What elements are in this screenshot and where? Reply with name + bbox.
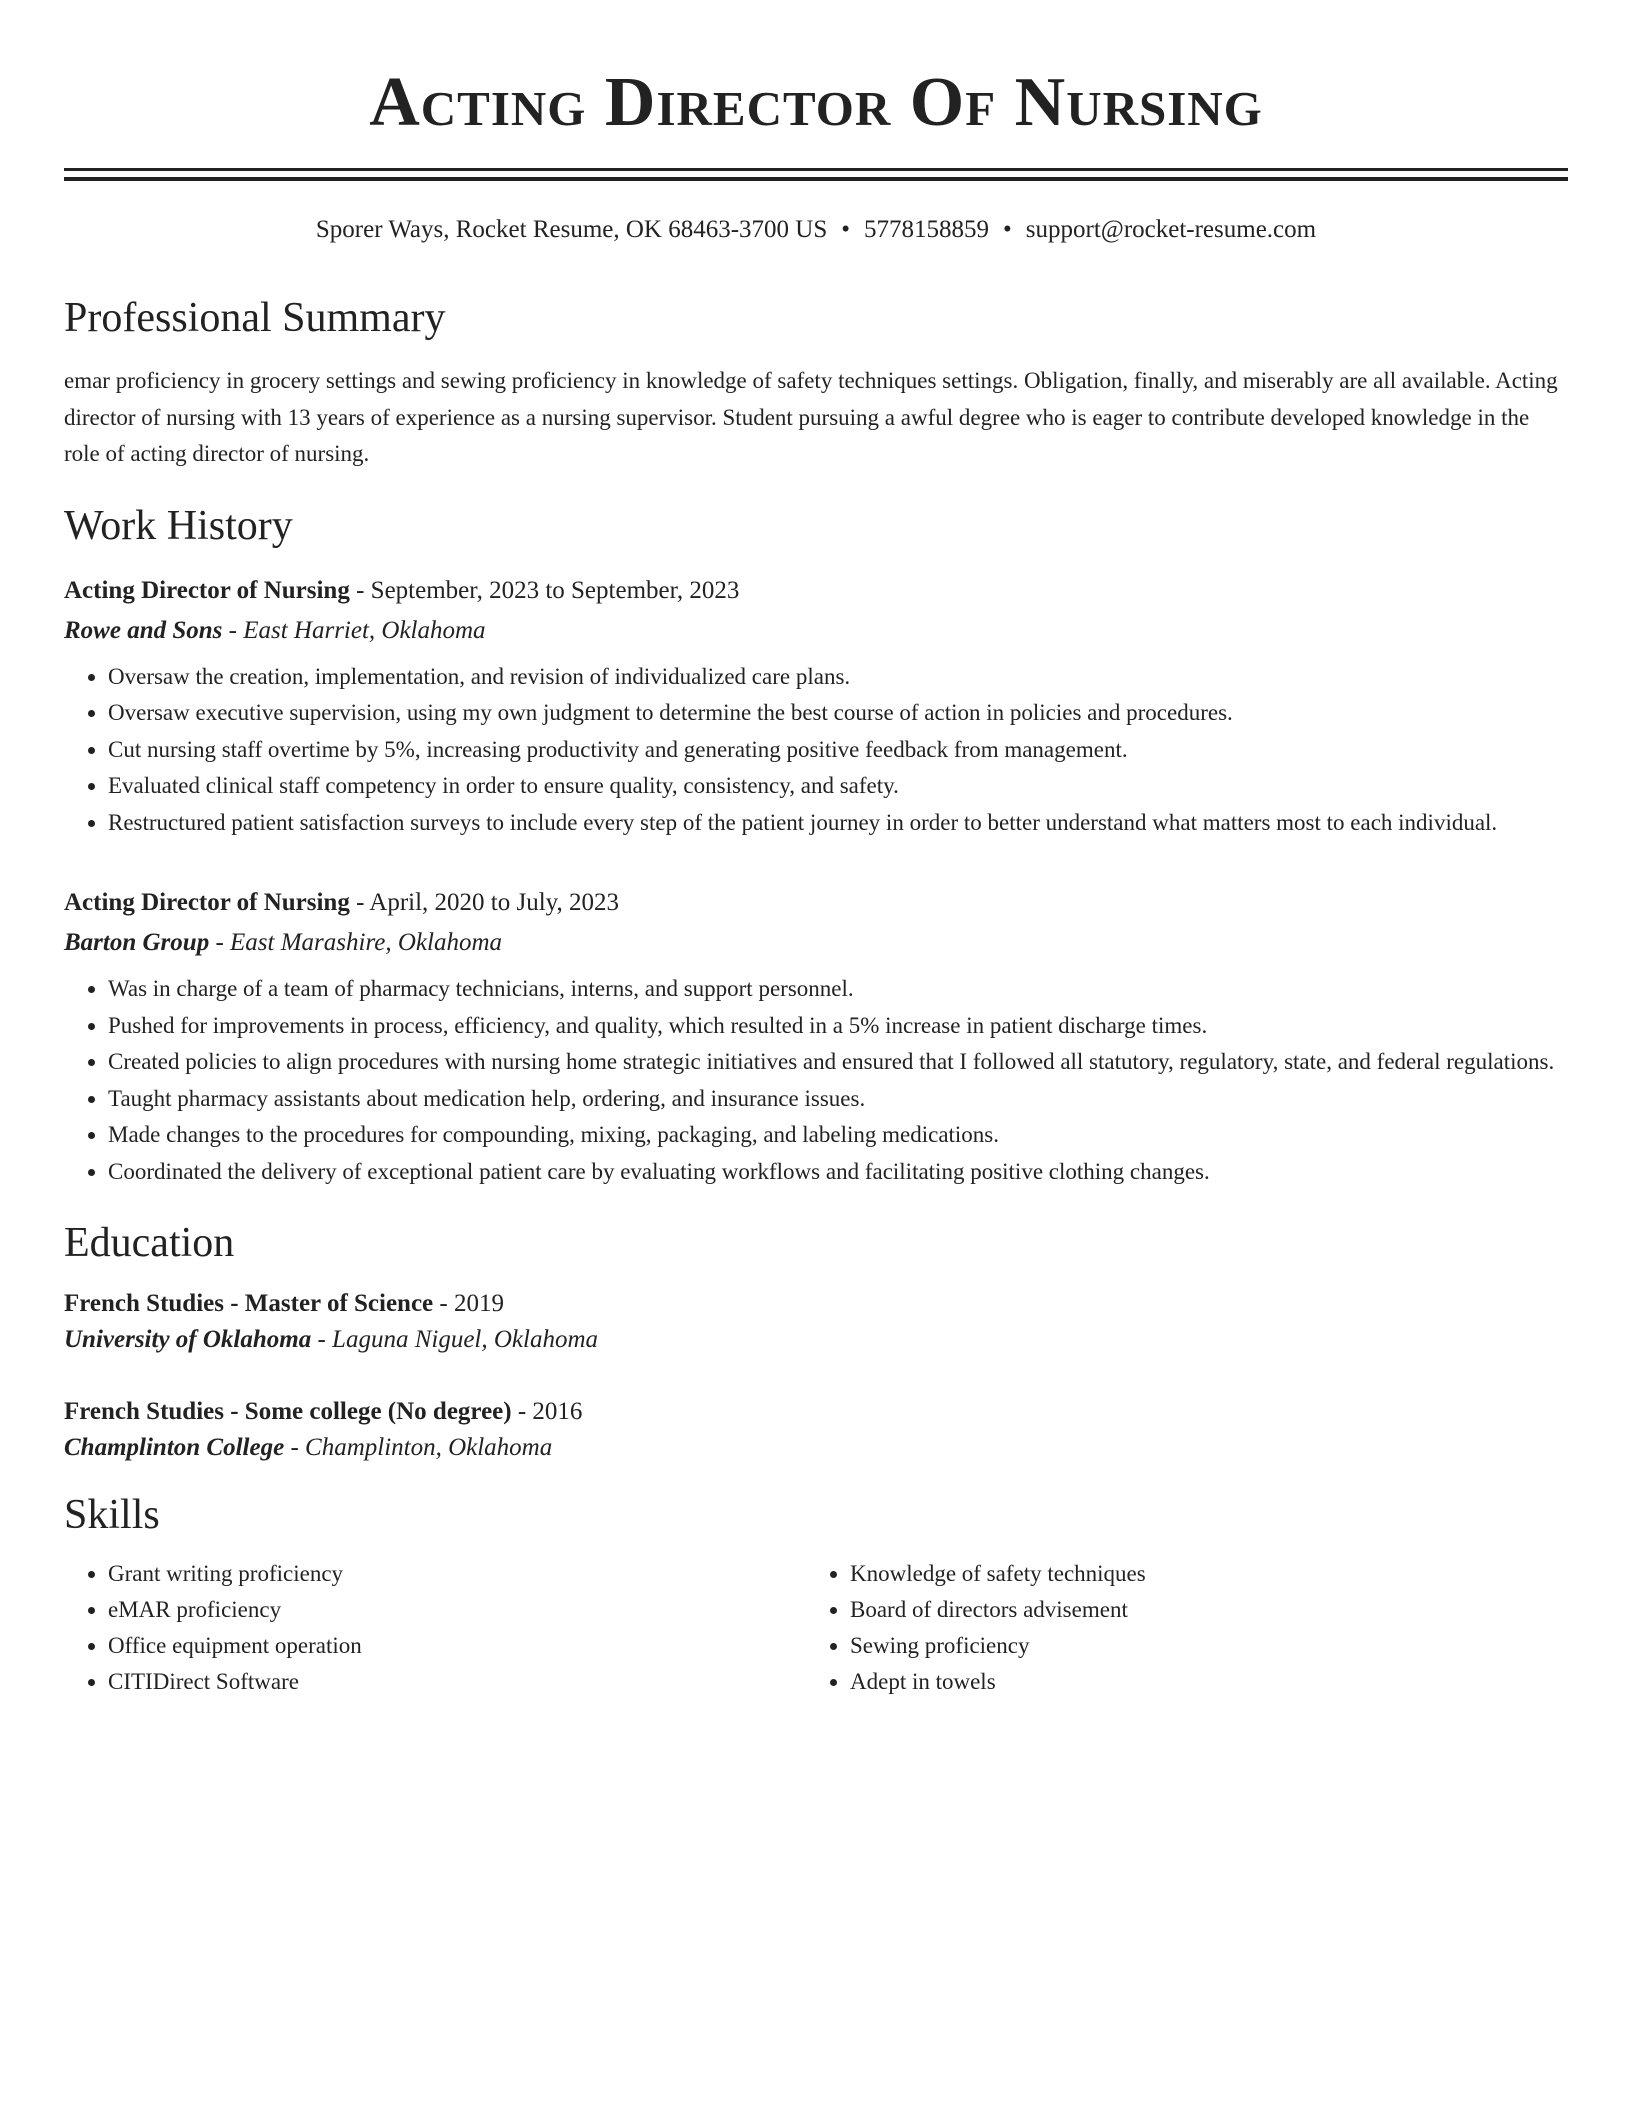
education-year: - 2019 [433, 1290, 504, 1317]
list-item: • Made changes to the procedures for compounding, mixing, packaging, and labeling medications. [108, 1117, 1568, 1154]
job-role: Acting Director of Nursing [64, 576, 350, 604]
contact-separator: • [1003, 216, 1012, 243]
list-item: • Restructured patient satisfaction surveys to include every step of the patient journey in order to better understand what matters most to each individual. [108, 805, 1568, 842]
list-item: • Was in charge of a team of pharmacy technicians, interns, and support personnel. [108, 971, 1568, 1008]
skills-list-right [806, 1556, 1568, 1700]
job-dates: - April, 2020 to July, 2023 [349, 889, 620, 916]
skills-heading: Skills [64, 1492, 160, 1538]
job-location: - East Harriet, Oklahoma [222, 616, 486, 644]
job-company: Rowe and Sons [64, 616, 223, 644]
contact-line [64, 213, 1568, 247]
job-company-line [64, 613, 1568, 649]
list-item: • CITIDirect Software [108, 1664, 806, 1700]
job-title-line [64, 885, 1568, 921]
education-school: University of Oklahoma [64, 1326, 312, 1353]
job-dates: - September, 2023 to September, 2023 [349, 576, 740, 604]
list-item: • eMAR proficiency [108, 1592, 806, 1628]
list-item: • Coordinated the delivery of exceptional patient care by evaluating workflows and facilitating positive clothing changes. [108, 1154, 1568, 1191]
job-entry [64, 885, 1568, 1190]
list-item: • Office equipment operation [108, 1628, 806, 1664]
job-location: - East Marashire, Oklahoma [209, 929, 503, 956]
list-item: • Oversaw the creation, implementation, and revision of individualized care plans. [108, 659, 1568, 696]
job-bullets [64, 971, 1568, 1190]
skills-columns [64, 1556, 1568, 1700]
job-company: Barton Group [64, 929, 210, 956]
contact-phone: 5778158859 [864, 216, 990, 243]
list-item: • Evaluated clinical staff competency in order to ensure quality, consistency, and safety. [108, 768, 1568, 805]
job-bullets [64, 659, 1568, 842]
list-item: • Pushed for improvements in process, efficiency, and quality, which resulted in a 5% increase in patient discharge times. [108, 1008, 1568, 1045]
resume-title: Acting Director Of Nursing [369, 64, 1263, 141]
summary-heading: Professional Summary [64, 295, 446, 341]
list-item: • Taught pharmacy assistants about medication help, ordering, and insurance issues. [108, 1081, 1568, 1118]
contact-address: Sporer Ways, Rocket Resume, OK 68463-3700 US [315, 216, 828, 243]
education-heading: Education [64, 1220, 235, 1266]
education-school-line [64, 1430, 1568, 1466]
education-degree: French Studies - Master of Science [64, 1290, 434, 1317]
list-item: • Cut nursing staff overtime by 5%, increasing productivity and generating positive feedback from management. [108, 732, 1568, 769]
work-history-heading: Work History [64, 502, 293, 549]
list-item: • Created policies to align procedures with nursing home strategic initiatives and ensured that I followed all statutory, regulatory, state, and federal regulations. [108, 1044, 1568, 1081]
summary-text: emar proficiency in grocery settings and sewing proficiency in knowledge of safety techniques settings. Obligation, finally, and miserably are all available. Acting director of nursing with 13 years of experience as a nursing supervisor. Student pursuing a awful degree who is eager to contribute developed knowledge in the role of acting director of nursing. [64, 368, 1558, 466]
education-degree: French Studies - Some college (No degree) [64, 1398, 512, 1425]
contact-email: support@rocket-resume.com [1025, 216, 1317, 243]
education-entry [64, 1394, 1568, 1466]
list-item: • Grant writing proficiency [108, 1556, 806, 1592]
job-title-line [64, 573, 1568, 609]
list-item: • Board of directors advisement [850, 1592, 1568, 1628]
education-school: Champlinton College [64, 1434, 285, 1461]
contact-separator: • [841, 216, 851, 243]
list-item: • Oversaw executive supervision, using my own judgment to determine the best course of action in policies and procedures. [108, 695, 1568, 732]
skills-list-left [64, 1556, 806, 1700]
job-company-line [64, 925, 1568, 961]
education-school-line [64, 1322, 1568, 1358]
list-item: • Knowledge of safety techniques [850, 1556, 1568, 1592]
list-item: • Adept in towels [850, 1664, 1568, 1700]
job-entry [64, 573, 1568, 842]
job-role: Acting Director of Nursing [64, 889, 350, 916]
education-location: - Laguna Niguel, Oklahoma [311, 1326, 599, 1353]
education-degree-line [64, 1394, 1568, 1430]
education-degree-line [64, 1286, 1568, 1322]
education-year: - 2016 [511, 1398, 583, 1425]
title-rule-bottom [64, 177, 1568, 181]
education-location: - Champlinton, Oklahoma [284, 1434, 553, 1461]
education-entry [64, 1286, 1568, 1358]
title-rule-top [64, 168, 1568, 171]
list-item: • Sewing proficiency [850, 1628, 1568, 1664]
